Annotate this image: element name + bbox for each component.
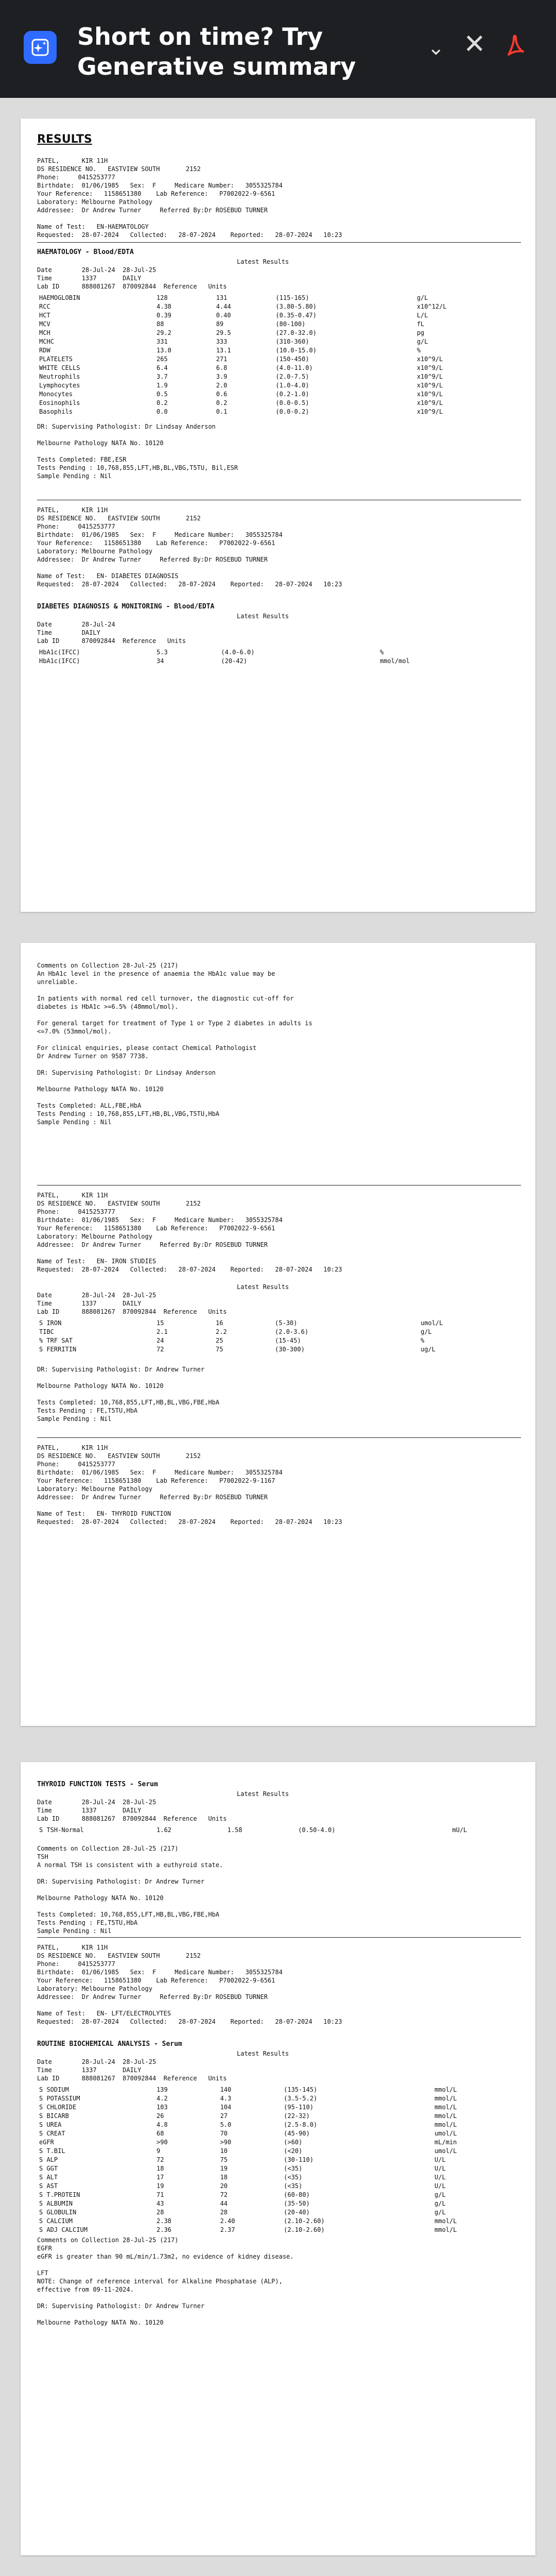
- result-cell: MCH: [39, 329, 50, 336]
- result-cell: (135-145): [284, 2086, 318, 2093]
- result-cell: 29.5: [216, 329, 231, 336]
- result-cell: (20-42): [221, 657, 247, 665]
- result-cell: (10.0-15.0): [275, 347, 317, 354]
- result-cell: Lymphocytes: [39, 382, 80, 389]
- result-cell: umol/L: [435, 2147, 457, 2155]
- result-cell: S GGT: [39, 2165, 58, 2172]
- result-cell: 19: [157, 2182, 164, 2190]
- result-row: [37, 648, 521, 657]
- result-cell: (2.10-2.60): [284, 2217, 325, 2225]
- result-cell: x10^9/L: [416, 391, 443, 398]
- haematology-meta: Date 28-Jul-24 28-Jul-25 Time 1337 DAILY Lab ID 888081267 870092844 Reference Units: [37, 266, 227, 290]
- result-cell: WHITE CELLS: [39, 364, 80, 371]
- generative-summary-banner[interactable]: [0, 0, 556, 98]
- result-cell: 75: [220, 2156, 228, 2163]
- result-cell: HbA1c(IFCC): [39, 657, 80, 665]
- result-cell: TIBC: [39, 1328, 54, 1335]
- result-cell: S CREAT: [39, 2130, 65, 2137]
- result-cell: 2.38: [157, 2217, 171, 2225]
- result-cell: (2.0-7.5): [275, 373, 309, 380]
- result-cell: (3.80-5.80): [275, 303, 317, 310]
- result-cell: mmol/mol: [379, 657, 410, 665]
- result-cell: 103: [157, 2104, 168, 2111]
- patient-header-iron: PATEL, KIR 11H DS RESIDENCE NO. EASTVIEW SOUTH 2152 Phone: 0415253777 Birthdate: 01/06/1985 Sex: F Medicare Number: 3055325784 Your Reference: 1158651380 Lab Reference: P7002022-9-6561 Laboratory: Melbourne Pathology Addressee: Dr Andrew Turner Referred By:Dr ROSEBUD TURNER Name of Test: EN- IRON STUDIES Requested: 28-07-2024 Collected: 28-07-2024 Reported: 28-07-2024 10:23: [37, 1192, 342, 1273]
- result-row: [37, 2182, 521, 2191]
- result-cell: g/L: [435, 2209, 446, 2216]
- result-cell: U/L: [435, 2165, 446, 2172]
- result-cell: x10^9/L: [416, 364, 443, 371]
- result-cell: 4.44: [216, 303, 231, 310]
- result-cell: %: [416, 347, 421, 354]
- result-cell: 0.39: [157, 312, 171, 319]
- result-row: [37, 2129, 521, 2138]
- result-row: [37, 399, 521, 408]
- result-cell: Monocytes: [39, 391, 73, 398]
- result-cell: (0.2-1.0): [275, 391, 309, 398]
- divider: [37, 1437, 521, 1438]
- result-row: [37, 2156, 521, 2164]
- result-cell: L/L: [416, 312, 428, 319]
- result-row: [37, 2173, 521, 2182]
- result-cell: (20-40): [284, 2209, 310, 2216]
- result-cell: umol/L: [420, 1319, 443, 1327]
- result-cell: 6.8: [216, 364, 228, 371]
- result-cell: (95-110): [284, 2104, 314, 2111]
- result-cell: S TSH-Normal: [39, 1826, 84, 1834]
- thyroid-meta: Date 28-Jul-24 28-Jul-25 Time 1337 DAILY Lab ID 888081267 870092844 Reference Units: [37, 1799, 227, 1822]
- result-cell: 18: [220, 2174, 228, 2181]
- latest-results-label: Latest Results: [237, 2050, 289, 2057]
- result-cell: 26: [157, 2112, 164, 2120]
- result-cell: 2.2: [216, 1328, 227, 1335]
- result-cell: >90: [157, 2139, 168, 2146]
- result-row: [37, 408, 521, 416]
- result-cell: 44: [220, 2200, 228, 2207]
- result-cell: (3.5-5.2): [284, 2095, 318, 2102]
- result-cell: 72: [157, 1346, 164, 1353]
- result-cell: (4.0-6.0): [221, 649, 255, 656]
- result-cell: 2.1: [157, 1328, 168, 1335]
- result-cell: (0.35-0.47): [275, 312, 317, 319]
- result-cell: g/L: [416, 338, 428, 345]
- biochem-title: ROUTINE BIOCHEMICAL ANALYSIS - Serum: [37, 2040, 182, 2048]
- result-cell: (<35): [284, 2174, 303, 2181]
- result-cell: 4.8: [157, 2121, 168, 2128]
- result-row: [37, 355, 521, 364]
- result-cell: x10^9/L: [416, 382, 443, 389]
- result-row: [37, 2164, 521, 2173]
- diabetes-table: [37, 648, 521, 666]
- result-cell: (45-90): [284, 2130, 310, 2137]
- acrobat-icon: [498, 30, 531, 63]
- biochem-meta: Date 28-Jul-24 28-Jul-25 Time 1337 DAILY Lab ID 888081267 870092844 Reference Units: [37, 2058, 227, 2082]
- result-cell: (4.0-11.0): [275, 364, 313, 371]
- result-cell: (22-32): [284, 2112, 310, 2120]
- biochem-table: [37, 2086, 521, 2234]
- result-row: [37, 294, 521, 302]
- result-cell: 17: [157, 2174, 164, 2181]
- result-cell: (60-80): [284, 2191, 310, 2198]
- result-row: [37, 346, 521, 355]
- result-row: [37, 1319, 521, 1328]
- result-cell: 13.1: [216, 347, 231, 354]
- result-cell: 4.2: [157, 2095, 168, 2102]
- result-row: [37, 372, 521, 381]
- result-row: [37, 2121, 521, 2129]
- biochem-footer: Comments on Collection 28-Jul-25 (217) EGFR eGFR is greater than 90 mL/min/1.73m2, no evidence of kidney disease. LFT NOTE: Change of reference interval for Alkaline Phosphatase (ALP), effective from 09-11-2024. DR: Supervising Pathologist: Dr Andrew Turner Melbourne Pathology NATA No. 10120: [37, 2236, 294, 2326]
- result-cell: 19: [220, 2165, 228, 2172]
- report-page-3: [21, 1762, 535, 2555]
- result-cell: (0.0-0.2): [275, 408, 309, 415]
- result-cell: eGFR: [39, 2139, 54, 2146]
- result-cell: 16: [216, 1319, 223, 1327]
- patient-header-haematology: PATEL, KIR 11H DS RESIDENCE NO. EASTVIEW SOUTH 2152 Phone: 0415253777 Birthdate: 01/06/1985 Sex: F Medicare Number: 3055325784 Your Reference: 1158651380 Lab Reference: P7002022-9-6561 Laboratory: Melbourne Pathology Addressee: Dr Andrew Turner Referred By:Dr ROSEBUD TURNER Name of Test: EN-HAEMATOLOGY Requested: 28-07-2024 Collected: 28-07-2024 Reported: 28-07-2024 10:23: [37, 157, 342, 239]
- result-cell: S GLOBULIN: [39, 2209, 77, 2216]
- result-cell: 1.58: [227, 1826, 242, 1834]
- result-row: [37, 1336, 521, 1345]
- result-cell: pg: [416, 329, 425, 336]
- result-cell: mmol/L: [435, 2104, 457, 2111]
- patient-header-thyroid-preview: PATEL, KIR 11H DS RESIDENCE NO. EASTVIEW SOUTH 2152 Phone: 0415253777 Birthdate: 01/06/1985 Sex: F Medicare Number: 3055325784 Your Reference: 1158651380 Lab Reference: P7002022-9-1167 Laboratory: Melbourne Pathology Addressee: Dr Andrew Turner Referred By:Dr ROSEBUD TURNER Name of Test: EN- THYROID FUNCTION Requested: 28-07-2024 Collected: 28-07-2024 Reported: 28-07-2024 10:23: [37, 1444, 342, 1526]
- result-cell: S POTASSIUM: [39, 2095, 80, 2102]
- thyroid-footer: Comments on Collection 28-Jul-25 (217) TSH A normal TSH is consistent with a euthyroid state. DR: Supervising Pathologist: Dr Andrew Turner Melbourne Pathology NATA No. 10120 Tests Completed: 10,768,855,LFT,HB,BL,VBG,FBE,HbA Tests Pending : FE,T5TU,HbA Sample Pending : Nil: [37, 1845, 223, 1935]
- result-row: [37, 2147, 521, 2156]
- result-cell: 68: [157, 2130, 164, 2137]
- result-cell: 1.62: [157, 1826, 171, 1834]
- result-cell: 4.38: [157, 303, 171, 310]
- result-cell: 104: [220, 2104, 232, 2111]
- result-cell: S ADJ CALCIUM: [39, 2226, 88, 2233]
- result-cell: 70: [220, 2130, 228, 2137]
- result-cell: 29.2: [157, 329, 171, 336]
- result-cell: 10: [220, 2147, 228, 2155]
- result-cell: 28: [220, 2209, 228, 2216]
- result-cell: (<35): [284, 2182, 303, 2190]
- result-cell: RDW: [39, 347, 50, 354]
- result-cell: % TRF SAT: [39, 1337, 73, 1344]
- result-cell: mmol/L: [435, 2086, 457, 2093]
- result-cell: 24: [157, 1337, 164, 1344]
- result-cell: 128: [157, 294, 168, 301]
- result-cell: mmol/L: [435, 2121, 457, 2128]
- result-cell: 5.0: [220, 2121, 232, 2128]
- result-cell: x10^9/L: [416, 399, 443, 406]
- result-cell: (2.10-2.60): [284, 2226, 325, 2233]
- result-cell: 0.5: [157, 391, 168, 398]
- latest-results-label: Latest Results: [237, 613, 289, 620]
- result-cell: RCC: [39, 303, 50, 310]
- report-page-1: [21, 118, 535, 912]
- result-cell: 2.36: [157, 2226, 171, 2233]
- result-row: [37, 2226, 521, 2234]
- result-row: [37, 2208, 521, 2217]
- result-cell: 265: [157, 355, 168, 363]
- result-cell: S ALBUMIN: [39, 2200, 73, 2207]
- result-row: [37, 302, 521, 311]
- result-cell: S T.PROTEIN: [39, 2191, 80, 2198]
- result-cell: 271: [216, 355, 228, 363]
- result-cell: 0.40: [216, 312, 231, 319]
- result-cell: 2.37: [220, 2226, 235, 2233]
- result-cell: 0.6: [216, 391, 228, 398]
- result-cell: 43: [157, 2200, 164, 2207]
- result-cell: S BICARB: [39, 2112, 69, 2120]
- iron-table: [37, 1319, 521, 1354]
- result-cell: umol/L: [435, 2130, 457, 2137]
- diabetes-meta: Date 28-Jul-24 Time DAILY Lab ID 870092844 Reference Units: [37, 621, 186, 645]
- result-cell: MCHC: [39, 338, 54, 345]
- result-row: [37, 2094, 521, 2103]
- result-cell: 13.0: [157, 347, 171, 354]
- result-cell: mmol/L: [435, 2095, 457, 2102]
- result-cell: 2.40: [220, 2217, 235, 2225]
- result-cell: S SODIUM: [39, 2086, 69, 2093]
- iron-footer: DR: Supervising Pathologist: Dr Andrew Turner Melbourne Pathology NATA No. 10120 Tests Completed: 10,768,855,LFT,HB,BL,VBG,FBE,HbA Tests Pending : FE,T5TU,HbA Sample Pending : Nil: [37, 1366, 220, 1422]
- result-cell: ug/L: [420, 1346, 436, 1353]
- result-cell: 333: [216, 338, 228, 345]
- result-cell: mmol/L: [435, 2112, 457, 2120]
- result-row: [37, 381, 521, 390]
- result-row: [37, 2112, 521, 2121]
- patient-header-biochem: PATEL, KIR 11H DS RESIDENCE NO. EASTVIEW SOUTH 2152 Phone: 0415253777 Birthdate: 01/06/1985 Sex: F Medicare Number: 3055325784 Your Reference: 1158651380 Lab Reference: P7002022-9-6561 Laboratory: Melbourne Pathology Addressee: Dr Andrew Turner Referred By:Dr ROSEBUD TURNER Name of Test: EN- LFT/ELECTROLYTES Requested: 28-07-2024 Collected: 28-07-2024 Reported: 28-07-2024 10:23: [37, 1944, 342, 2025]
- result-cell: 9: [157, 2147, 161, 2155]
- result-cell: 139: [157, 2086, 168, 2093]
- result-cell: U/L: [435, 2156, 446, 2163]
- result-cell: MCV: [39, 320, 50, 328]
- result-cell: mmol/L: [435, 2217, 457, 2225]
- result-cell: (2.5-8.0): [284, 2121, 318, 2128]
- result-cell: S ALP: [39, 2156, 58, 2163]
- result-cell: (<35): [284, 2165, 303, 2172]
- result-cell: Eosinophils: [39, 399, 80, 406]
- result-cell: (>60): [284, 2139, 303, 2146]
- result-cell: x10^9/L: [416, 355, 443, 363]
- result-cell: (15-45): [275, 1337, 301, 1344]
- latest-results-label: Latest Results: [237, 258, 289, 265]
- result-cell: mU/L: [452, 1826, 467, 1834]
- result-cell: 88: [157, 320, 164, 328]
- result-row: [37, 657, 521, 666]
- result-cell: HCT: [39, 312, 50, 319]
- result-cell: S IRON: [39, 1319, 62, 1327]
- result-row: [37, 2103, 521, 2112]
- result-cell: 0.2: [216, 399, 228, 406]
- result-cell: 0.1: [216, 408, 228, 415]
- result-row: [37, 2086, 521, 2094]
- results-heading: RESULTS: [37, 133, 92, 146]
- result-cell: 3.7: [157, 373, 168, 380]
- result-cell: (1.0-4.0): [275, 382, 309, 389]
- result-cell: Basophils: [39, 408, 73, 415]
- result-cell: 20: [220, 2182, 228, 2190]
- close-icon[interactable]: ✕: [463, 29, 486, 60]
- diabetes-comments: Comments on Collection 28-Jul-25 (217) An HbA1c level in the presence of anaemia the HbA1c value may be unreliable. In patients with normal red cell turnover, the diagnostic cut-off for diabetes is HbA1c >=6.5% (48mmol/mol). For general target for treatment of Type 1 or Type 2 diabetes in adults is <=7.0% (53mmol/mol). For clinical enquiries, please contact Chemical Pathologist Dr Andrew Turner on 9587 7738. DR: Supervising Pathologist: Dr Lindsay Anderson Melbourne Pathology NATA No. 10120 Tests Completed: ALL,FBE,HbA Tests Pending : 10,768,855,LFT,HB,BL,VBG,T5TU,HbA Sample Pending : Nil: [37, 962, 312, 1126]
- haematology-footer: DR: Supervising Pathologist: Dr Lindsay Anderson Melbourne Pathology NATA No. 10120 Tests Completed: FBE,ESR Tests Pending : 10,768,855,LFT,HB,BL,VBG,T5TU, Bil,ESR Sample Pending : Nil: [37, 423, 238, 480]
- haematology-table: [37, 294, 521, 416]
- result-cell: (35-50): [284, 2200, 310, 2207]
- result-cell: 72: [157, 2156, 164, 2163]
- result-cell: 131: [216, 294, 228, 301]
- result-cell: g/L: [435, 2191, 446, 2198]
- result-row: [37, 2217, 521, 2226]
- patient-header-diabetes: PATEL, KIR 11H DS RESIDENCE NO. EASTVIEW SOUTH 2152 Phone: 0415253777 Birthdate: 01/06/1985 Sex: F Medicare Number: 3055325784 Your Reference: 1158651380 Lab Reference: P7002022-9-6561 Laboratory: Melbourne Pathology Addressee: Dr Andrew Turner Referred By:Dr ROSEBUD TURNER Name of Test: EN- DIABETES DIAGNOSIS Requested: 28-07-2024 Collected: 28-07-2024 Reported: 28-07-2024 10:23: [37, 506, 342, 588]
- result-cell: x10^9/L: [416, 373, 443, 380]
- result-cell: 72: [220, 2191, 228, 2198]
- result-cell: HAEMOGLOBIN: [39, 294, 80, 301]
- diabetes-title: DIABETES DIAGNOSIS & MONITORING - Blood/EDTA: [37, 603, 215, 611]
- result-cell: U/L: [435, 2182, 446, 2190]
- chevron-down-icon[interactable]: ⌄: [427, 36, 445, 60]
- result-cell: 18: [157, 2165, 164, 2172]
- result-cell: S T.BIL: [39, 2147, 65, 2155]
- result-row: [37, 2191, 521, 2199]
- result-cell: x10^9/L: [416, 408, 443, 415]
- result-row: [37, 364, 521, 372]
- result-row: [37, 329, 521, 337]
- result-cell: (310-360): [275, 338, 309, 345]
- result-cell: (27.0-32.0): [275, 329, 317, 336]
- latest-results-label: Latest Results: [237, 1790, 289, 1798]
- result-row: [37, 2199, 521, 2208]
- latest-results-label: Latest Results: [237, 1283, 289, 1291]
- result-cell: 89: [216, 320, 224, 328]
- haematology-title: HAEMATOLOGY - Blood/EDTA: [37, 248, 134, 256]
- result-row: [37, 337, 521, 346]
- result-cell: 5.3: [157, 649, 168, 656]
- result-cell: 71: [157, 2191, 164, 2198]
- result-cell: S ALT: [39, 2174, 58, 2181]
- thyroid-title: THYROID FUNCTION TESTS - Serum: [37, 1781, 158, 1788]
- result-row: [37, 1328, 521, 1336]
- result-cell: PLATELETS: [39, 355, 73, 363]
- result-cell: (<20): [284, 2147, 303, 2155]
- result-cell: 28: [157, 2209, 164, 2216]
- result-cell: 2.0: [216, 382, 228, 389]
- result-cell: S CHLORIDE: [39, 2104, 77, 2111]
- result-cell: mmol/L: [435, 2226, 457, 2233]
- ai-sparkle-icon: [24, 31, 57, 64]
- result-cell: 4.3: [220, 2095, 232, 2102]
- result-cell: 1.9: [157, 382, 168, 389]
- result-cell: (0.0-0.5): [275, 399, 309, 406]
- result-cell: 3.9: [216, 373, 228, 380]
- result-cell: x10^12/L: [416, 303, 447, 310]
- result-row: [37, 1826, 521, 1835]
- result-cell: S UREA: [39, 2121, 62, 2128]
- result-cell: 0.0: [157, 408, 168, 415]
- result-row: [37, 320, 521, 329]
- result-cell: (30-110): [284, 2156, 314, 2163]
- result-cell: 6.4: [157, 364, 168, 371]
- result-cell: 34: [157, 657, 164, 665]
- result-cell: S FERRITIN: [39, 1346, 77, 1353]
- result-cell: (80-100): [275, 320, 306, 328]
- result-cell: %: [379, 649, 384, 656]
- result-cell: (115-165): [275, 294, 309, 301]
- result-cell: g/L: [435, 2200, 446, 2207]
- result-cell: >90: [220, 2139, 232, 2146]
- result-cell: mL/min: [435, 2139, 457, 2146]
- result-row: [37, 311, 521, 320]
- result-row: [37, 1345, 521, 1354]
- result-cell: 0.2: [157, 399, 168, 406]
- result-cell: Neutrophils: [39, 373, 80, 380]
- result-cell: 25: [216, 1337, 223, 1344]
- result-cell: U/L: [435, 2174, 446, 2181]
- result-cell: S AST: [39, 2182, 58, 2190]
- result-cell: 140: [220, 2086, 232, 2093]
- result-cell: (5-30): [275, 1319, 298, 1327]
- report-page-2: [21, 943, 535, 1726]
- result-cell: 27: [220, 2112, 228, 2120]
- result-cell: g/L: [420, 1328, 432, 1335]
- iron-meta: Date 28-Jul-24 28-Jul-25 Time 1337 DAILY Lab ID 888081267 870092844 Reference Units: [37, 1292, 227, 1315]
- divider: [37, 1937, 521, 1938]
- banner-title: Short on time? Try Generative summary: [77, 23, 356, 80]
- result-cell: %: [420, 1337, 425, 1344]
- result-cell: HbA1c(IFCC): [39, 649, 80, 656]
- result-cell: fL: [416, 320, 425, 328]
- thyroid-table: [37, 1826, 521, 1835]
- result-cell: 75: [216, 1346, 223, 1353]
- result-cell: g/L: [416, 294, 428, 301]
- divider: [37, 242, 521, 243]
- result-cell: S CALCIUM: [39, 2217, 73, 2225]
- result-row: [37, 2138, 521, 2147]
- result-cell: (0.50-4.0): [298, 1826, 336, 1834]
- result-cell: 15: [157, 1319, 164, 1327]
- result-cell: (150-450): [275, 355, 309, 363]
- result-cell: 331: [157, 338, 168, 345]
- result-cell: (30-300): [275, 1346, 305, 1353]
- result-row: [37, 390, 521, 399]
- result-cell: (2.0-3.6): [275, 1328, 309, 1335]
